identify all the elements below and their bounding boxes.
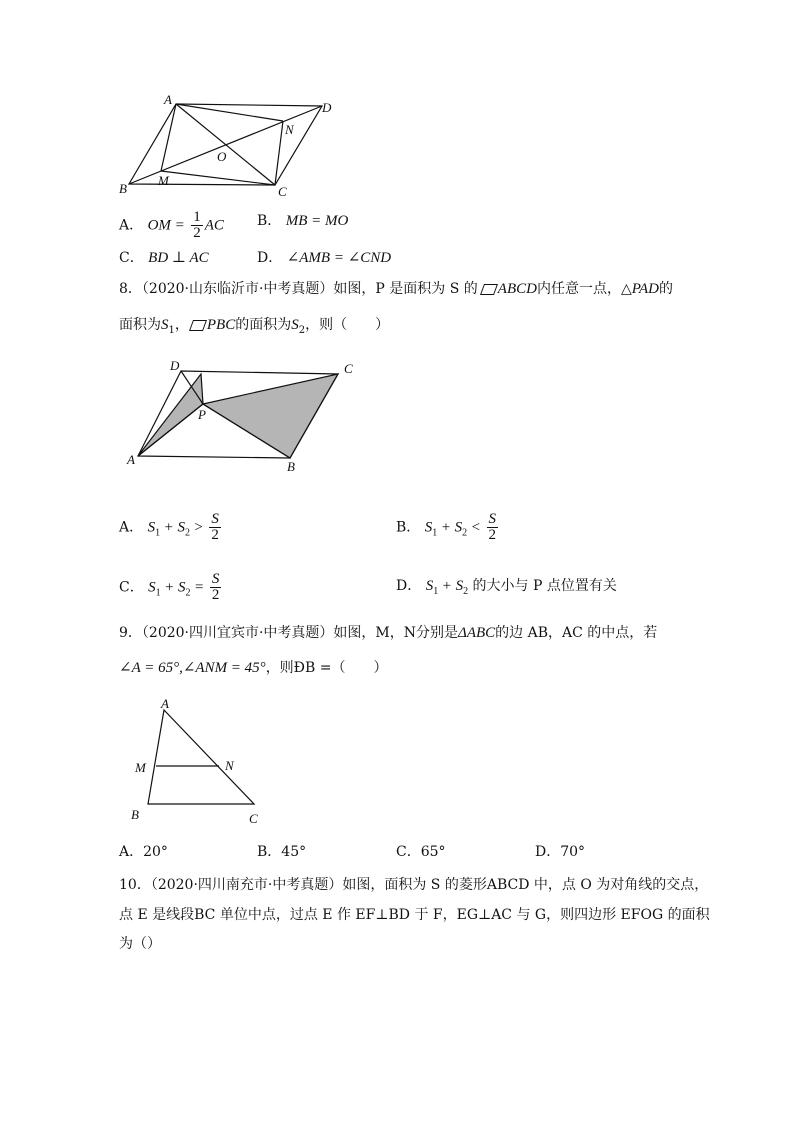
figure-q7-parallelogram (110, 92, 350, 204)
q9-option-a: A．20° (119, 844, 168, 860)
fraction: $\frac{1}{2}$ (193, 209, 201, 241)
label-A: A (127, 452, 135, 467)
q9-option-b: B．45° (257, 844, 307, 860)
q9-question-line2: ∠A = 65°,∠ANM = 45°，则ÐB =（ ） (119, 660, 388, 676)
label-M: M (158, 173, 169, 188)
label-A: A (161, 696, 169, 711)
q8-question-line1: 8．（2020·山东临沂市·中考真题）如图，P 是面积为 S 的 ABCD内任意一点，△PAD的 (119, 281, 673, 297)
fraction: $\frac{S}{2}$ (211, 571, 220, 603)
label-M: M (135, 760, 146, 775)
q7-option-c: C． BD ⊥ AC (119, 250, 209, 266)
q9-option-d: D．70° (535, 844, 586, 860)
q10-question-line1: 10．（2020·四川南充市·中考真题）如图，面积为 S 的菱形ABCD 中，点 O 为对角线的交点， (119, 877, 709, 893)
label-D: D (170, 358, 180, 373)
q9-question-line1: 9．（2020·四川宜宾市·中考真题）如图，M，N分别是ΔABC的边 AB，AC 的中点，若 (119, 625, 658, 641)
q8-option-a: A． $S_1 + S_2$ > $\frac{S}{2}$ (119, 511, 219, 543)
label-A: A (164, 92, 172, 107)
label-O: O (217, 149, 227, 164)
q8-question-line2: 面积为$S_1$， PBC的面积为$S_2$，则（ ） (119, 317, 390, 336)
label-C: C (249, 811, 258, 826)
q7-option-d: D． ∠AMB = ∠CND (257, 250, 392, 266)
label-N: N (285, 122, 294, 137)
label-C: C (278, 184, 287, 199)
triangle-symbol: △ (620, 281, 632, 297)
fraction: $\frac{S}{2}$ (488, 511, 496, 543)
q7-option-b: B． MB = MO (257, 213, 349, 229)
q8-option-d: D． $S_1 + S_2$ 的大小与 P 点位置有关 (396, 578, 617, 597)
label-P: P (198, 407, 206, 422)
label-D: D (322, 100, 332, 115)
q7-option-a: A． OM = $\frac{1}{2}$ AC (119, 209, 224, 241)
label-C: C (344, 361, 353, 376)
parallelogram-symbol (480, 284, 498, 295)
q9-option-c: C．65° (396, 844, 446, 860)
label-B: B (119, 181, 127, 196)
figure-q9-triangle (126, 696, 276, 826)
q10-question-line3: 为（） (119, 936, 161, 952)
q8-option-b: B． $S_1 + S_2$ < $\frac{S}{2}$ (396, 511, 496, 543)
q8-option-c: C． $S_1 + S_2$ = $\frac{S}{2}$ (119, 571, 220, 603)
q10-question-line2: 点 E 是线段BC 单位中点，过点 E 作 EF⊥BD 于 F，EG⊥AC 与 G，则四边形 EFOG 的面积 (119, 907, 710, 923)
label-N: N (225, 758, 234, 773)
label-B: B (287, 459, 295, 474)
parallelogram-symbol (189, 320, 207, 331)
fraction: $\frac{S}{2}$ (211, 511, 219, 543)
figure-q8-parallelogram (120, 356, 370, 476)
label-B: B (131, 807, 139, 822)
